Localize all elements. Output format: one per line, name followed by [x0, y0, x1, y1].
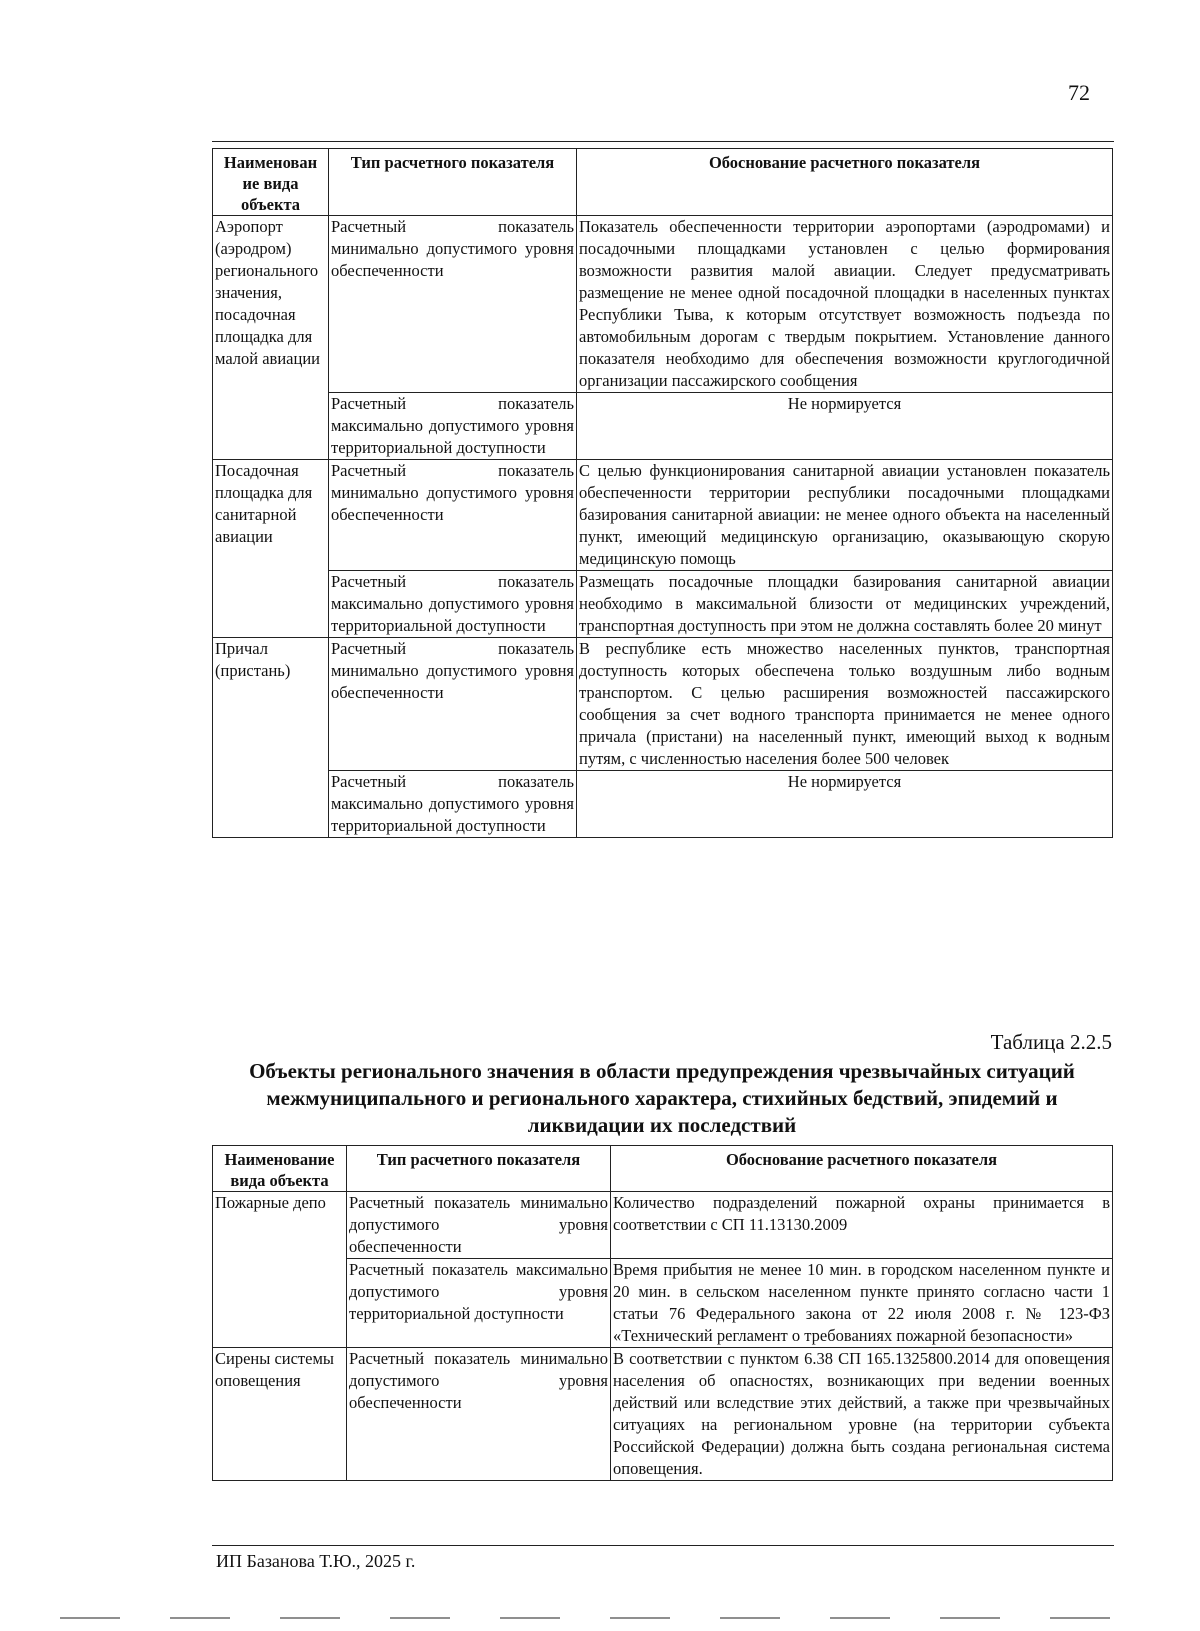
table-row — [213, 460, 1113, 571]
object-name-cell: Причал (пристань) — [213, 638, 329, 838]
table-row — [213, 1348, 1113, 1481]
justification-cell: Количество подразделений пожарной охраны принимается в соответствии с СП 11.13130.2009 — [611, 1192, 1113, 1259]
table-row — [213, 771, 1113, 838]
object-name-cell: Аэропорт (аэродром) регионального значения, посадочная площадка для малой авиации — [213, 216, 329, 460]
indicator-type-cell: Расчетный показатель минимально допустимого уровня обеспеченности — [329, 460, 577, 571]
justification-cell: Время прибытия не менее 10 мин. в городском населенном пункте и 20 мин. в сельском населенном пункте принято согласно части 1 статьи 76 Федерального закона от 22 июля 2008 г. № 123-ФЗ «Технический регламент о требованиях пожарной безопасности» — [611, 1259, 1113, 1348]
table-header-row — [213, 1146, 1113, 1192]
table-body — [213, 1192, 1113, 1481]
header-indicator-type: Тип расчетного показателя — [329, 149, 577, 216]
header-indicator-type: Тип расчетного показателя — [347, 1146, 611, 1192]
indicator-type-cell: Расчетный показатель минимально допустимого уровня обеспеченности — [329, 216, 577, 393]
table-row — [213, 1259, 1113, 1348]
object-name-cell: Сирены системы оповещения — [213, 1348, 347, 1481]
header-object-name: Наименован ие вида объекта — [213, 149, 329, 216]
header-object-name: Наименование вида объекта — [213, 1146, 347, 1192]
table-row — [213, 216, 1113, 393]
object-name-cell: Пожарные депо — [213, 1192, 347, 1348]
justification-cell: Не нормируется — [577, 771, 1113, 838]
indicator-type-cell: Расчетный показатель максимально допустимого уровня территориальной доступности — [329, 571, 577, 638]
table-row — [213, 638, 1113, 771]
scan-edge-artifact — [60, 1617, 1120, 1619]
justification-cell: Показатель обеспеченности территории аэропортами (аэродромами) и посадочными площадками установлен с целью формирования возможности развития малой авиации. Следует предусматривать размещение не менее одной посадочной площадки в населенных пунктах Республики Тыва, к которым отсутствует возможность подъезда по автомобильным дорогам с твердым покрытием. Установление данного показателя необходимо для обеспечения возможности круглогодичной организации пассажирского сообщения — [577, 216, 1113, 393]
table-aviation-water — [212, 148, 1113, 838]
justification-cell: Не нормируется — [577, 393, 1113, 460]
header-justification: Обоснование расчетного показателя — [577, 149, 1113, 216]
footer-text: ИП Базанова Т.Ю., 2025 г. — [216, 1551, 416, 1571]
table-row — [213, 571, 1113, 638]
indicator-type-cell: Расчетный показатель максимально допустимого уровня территориальной доступности — [329, 393, 577, 460]
indicator-type-cell: Расчетный показатель максимально допустимого уровня территориальной доступности — [329, 771, 577, 838]
header-justification: Обоснование расчетного показателя — [611, 1146, 1113, 1192]
table-row — [213, 393, 1113, 460]
indicator-type-cell: Расчетный показатель максимально допустимого уровня территориальной доступности — [347, 1259, 611, 1348]
justification-cell: В соответствии с пунктом 6.38 СП 165.1325800.2014 для оповещения населения об опасностях, возникающих при ведении военных действий или вследствие этих действий, а также при чрезвычайных ситуациях на региональном уровне (на территории субъекта Российской Федерации) должна быть создана региональная система оповещения. — [611, 1348, 1113, 1481]
object-name-cell: Посадочная площадка для санитарной авиации — [213, 460, 329, 638]
indicator-type-cell: Расчетный показатель минимально допустимого уровня обеспеченности — [347, 1348, 611, 1481]
indicator-type-cell: Расчетный показатель минимально допустимого уровня обеспеченности — [347, 1192, 611, 1259]
top-rule — [212, 141, 1114, 142]
indicator-type-cell: Расчетный показатель минимально допустимого уровня обеспеченности — [329, 638, 577, 771]
section-heading: Объекты регионального значения в области предупреждения чрезвычайных ситуаций межмуниципального и регионального характера, стихийных бедствий, эпидемий и ликвидации их последствий — [249, 1059, 1075, 1137]
footer-rule — [212, 1545, 1114, 1546]
page-number: 72 — [1068, 80, 1090, 105]
justification-cell: С целью функционирования санитарной авиации установлен показатель обеспеченности территории республики посадочными площадками базирования санитарной авиации: не менее одного объекта на населенный пункт, имеющий медицинскую организацию, оказывающую скорую медицинскую помощь — [577, 460, 1113, 571]
table-emergency — [212, 1145, 1113, 1481]
table-row — [213, 1192, 1113, 1259]
table-header-row — [213, 149, 1113, 216]
justification-cell: В республике есть множество населенных пунктов, транспортная доступность которых обеспечена только воздушным либо водным транспортом. С целью расширения возможностей пассажирского сообщения за счет водного транспорта принимается не менее одного причала (пристани) на населенный пункт, имеющий выход к водным путям, с численностью населения более 500 человек — [577, 638, 1113, 771]
justification-cell: Размещать посадочные площадки базирования санитарной авиации необходимо в максимальной близости от медицинских учреждений, транспортная доступность при этом не должна составлять более 20 минут — [577, 571, 1113, 638]
table-caption: Таблица 2.2.5 — [990, 1030, 1112, 1054]
table-body — [213, 216, 1113, 838]
